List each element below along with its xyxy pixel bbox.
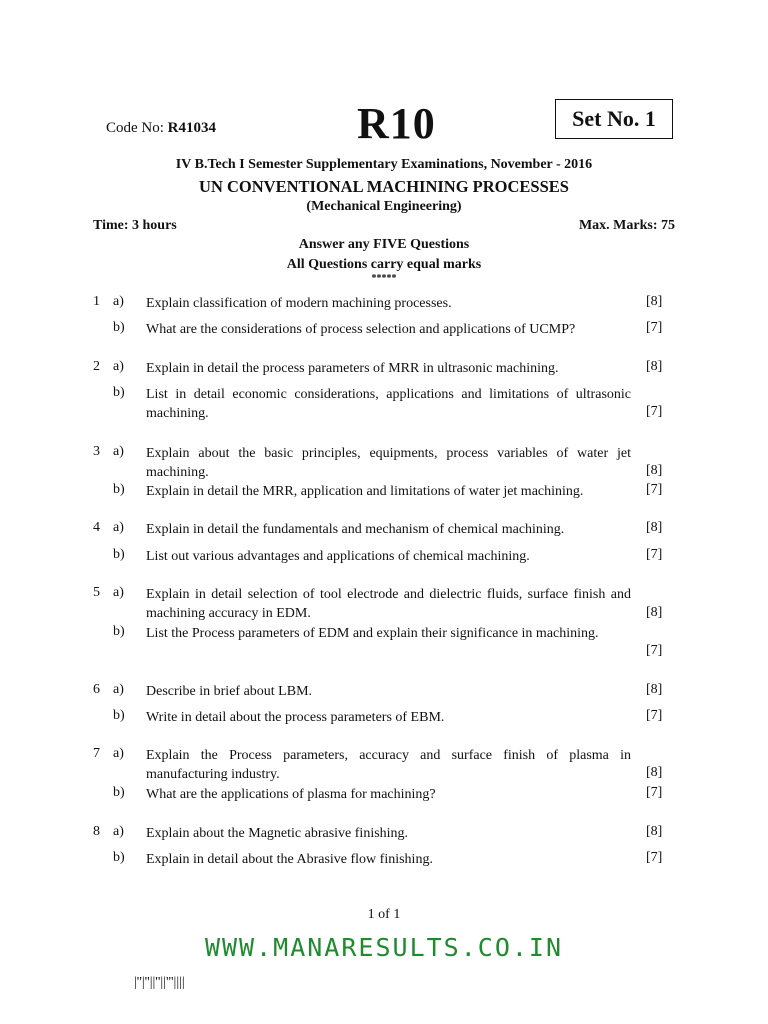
question-number: 3 bbox=[93, 444, 100, 459]
question-marks: [8] bbox=[646, 359, 663, 374]
question-marks: [7] bbox=[646, 547, 663, 562]
part-label: a) bbox=[113, 682, 124, 697]
barcode-text: |''|''||''||'''|||| bbox=[134, 975, 185, 990]
part-label: b) bbox=[113, 320, 125, 335]
question-number: 8 bbox=[93, 824, 100, 839]
set-number-box: Set No. 1 bbox=[555, 99, 673, 139]
instruction-marks: All Questions carry equal marks bbox=[286, 257, 482, 272]
question-number: 7 bbox=[93, 746, 100, 761]
part-label: b) bbox=[113, 547, 125, 562]
part-label: b) bbox=[113, 785, 125, 800]
part-label: a) bbox=[113, 444, 124, 459]
part-label: a) bbox=[113, 359, 124, 374]
question-text: Explain classification of modern machining processes. bbox=[146, 296, 452, 311]
question-marks: [7] bbox=[646, 404, 663, 419]
question-text: Explain in detail the MRR, application and limitations of water jet machining. bbox=[146, 484, 584, 499]
page-number: 1 of 1 bbox=[367, 907, 401, 922]
code-number-label: Code No: bbox=[106, 120, 168, 136]
part-label: b) bbox=[113, 482, 125, 497]
regulation-code: R10 bbox=[357, 99, 436, 148]
part-label: a) bbox=[113, 746, 124, 761]
question-marks: [7] bbox=[646, 708, 663, 723]
question-text: Explain about the basic principles, equipments, process variables of water jet machining. bbox=[146, 446, 631, 480]
question-number: 2 bbox=[93, 359, 100, 374]
instruction-answer: Answer any FIVE Questions bbox=[298, 237, 470, 252]
part-label: b) bbox=[113, 850, 125, 865]
question-marks: [7] bbox=[646, 643, 663, 658]
time-allowed: Time: 3 hours bbox=[93, 218, 177, 233]
question-marks: [7] bbox=[646, 482, 663, 497]
separator-stars: ***** bbox=[371, 273, 397, 284]
part-label: a) bbox=[113, 824, 124, 839]
question-text: Explain about the Magnetic abrasive finishing. bbox=[146, 826, 409, 841]
question-marks: [7] bbox=[646, 320, 663, 335]
question-text: Describe in brief about LBM. bbox=[146, 684, 313, 699]
question-marks: [7] bbox=[646, 785, 663, 800]
question-text: Explain the Process parameters, accuracy and surface finish of plasma in manufacturing industry. bbox=[146, 748, 631, 782]
question-marks: [8] bbox=[646, 294, 663, 309]
question-text: What are the applications of plasma for machining? bbox=[146, 787, 436, 802]
question-text: Explain in detail selection of tool electrode and dielectric fluids, surface finish and machining accuracy in EDM. bbox=[146, 587, 631, 621]
question-marks: [8] bbox=[646, 520, 663, 535]
part-label: a) bbox=[113, 585, 124, 600]
part-label: a) bbox=[113, 520, 124, 535]
question-marks: [8] bbox=[646, 463, 663, 478]
part-label: b) bbox=[113, 624, 125, 639]
question-text: List in detail economic considerations, applications and limitations of ultrasonic machining. bbox=[146, 387, 631, 421]
question-marks: [7] bbox=[646, 850, 663, 865]
part-label: b) bbox=[113, 708, 125, 723]
question-text: Explain in detail the fundamentals and mechanism of chemical machining. bbox=[146, 522, 565, 537]
question-number: 4 bbox=[93, 520, 100, 535]
question-marks: [8] bbox=[646, 824, 663, 839]
question-text: List out various advantages and applications of chemical machining. bbox=[146, 549, 530, 564]
subject-title: UN CONVENTIONAL MACHINING PROCESSES bbox=[199, 177, 569, 196]
question-text: Explain in detail about the Abrasive flow finishing. bbox=[146, 852, 433, 867]
question-marks: [8] bbox=[646, 765, 663, 780]
exam-title: IV B.Tech I Semester Supplementary Examinations, November - 2016 bbox=[175, 157, 593, 172]
question-text: Explain in detail the process parameters of MRR in ultrasonic machining. bbox=[146, 361, 559, 376]
website-watermark: WWW.MANARESULTS.CO.IN bbox=[204, 933, 564, 962]
question-number: 1 bbox=[93, 294, 100, 309]
question-text: List the Process parameters of EDM and explain their significance in machining. bbox=[146, 626, 599, 641]
department: (Mechanical Engineering) bbox=[306, 199, 462, 214]
question-text: Write in detail about the process parameters of EBM. bbox=[146, 710, 445, 725]
max-marks: Max. Marks: 75 bbox=[578, 218, 675, 233]
part-label: a) bbox=[113, 294, 124, 309]
question-marks: [8] bbox=[646, 682, 663, 697]
code-number bbox=[106, 120, 216, 137]
code-number-value: R41034 bbox=[167, 120, 217, 136]
part-label: b) bbox=[113, 385, 125, 400]
question-number: 6 bbox=[93, 682, 100, 697]
question-text: What are the considerations of process selection and applications of UCMP? bbox=[146, 322, 576, 337]
question-marks: [8] bbox=[646, 605, 663, 620]
question-number: 5 bbox=[93, 585, 100, 600]
